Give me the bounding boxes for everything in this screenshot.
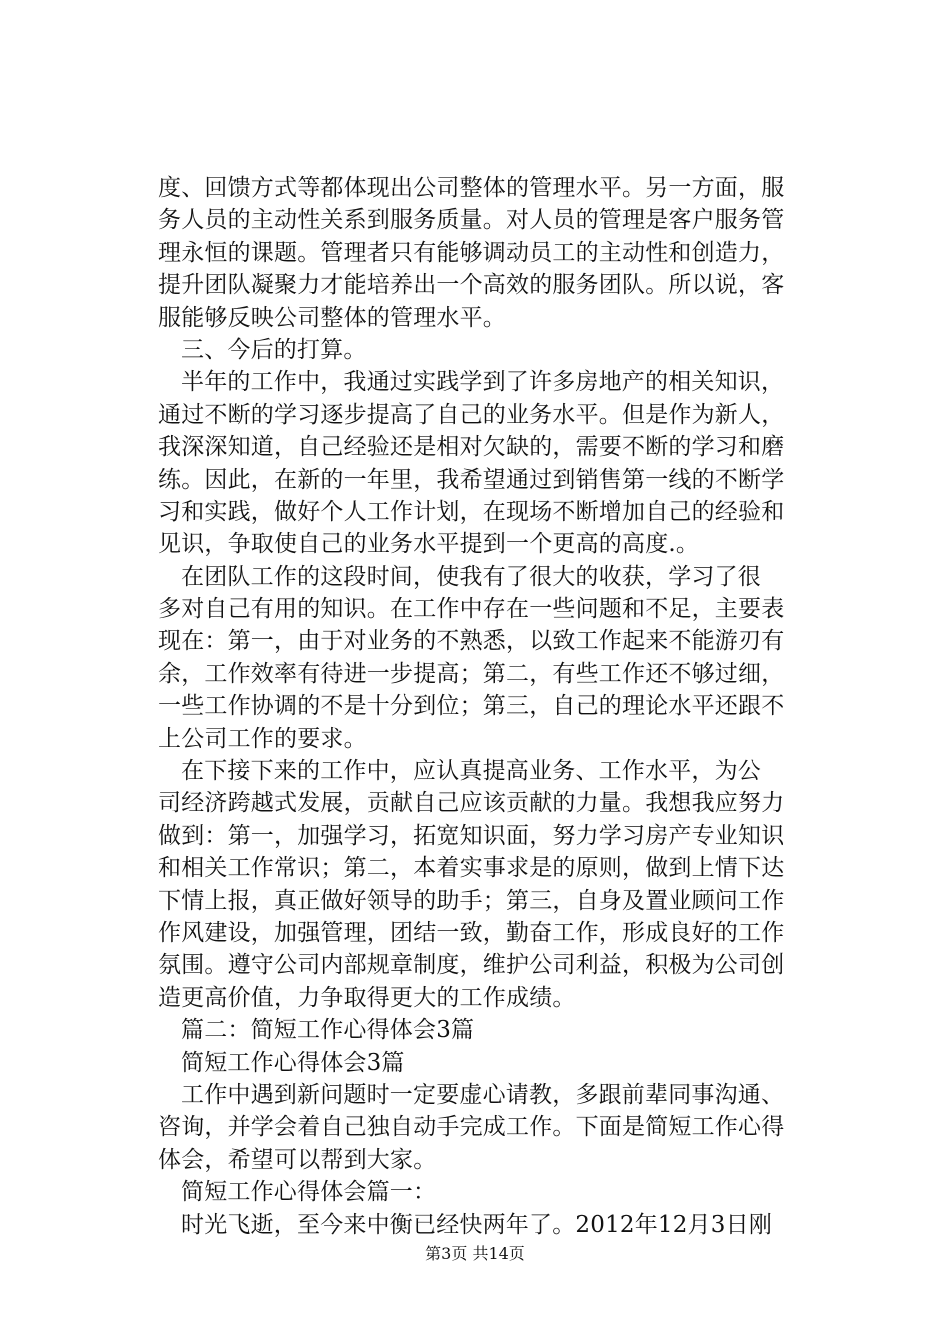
text-line: 现在：第一，由于对业务的不熟悉，以致工作起来不能游刃有 bbox=[158, 628, 785, 655]
text-line: 我深深知道，自己经验还是相对欠缺的，需要不断的学习和磨 bbox=[158, 434, 785, 461]
text-line: 提升团队凝聚力才能培养出一个高效的服务团队。所以说，客 bbox=[158, 272, 785, 299]
text-line: 司经济跨越式发展，贡献自己应该贡献的力量。我想我应努力 bbox=[158, 790, 785, 817]
text-line: 下情上报，真正做好领导的助手；第三，自身及置业顾问工作 bbox=[158, 887, 785, 914]
text-line: 做到：第一，加强学习，拓宽知识面，努力学习房产专业知识 bbox=[158, 822, 785, 849]
text-line: 多对自己有用的知识。在工作中存在一些问题和不足，主要表 bbox=[158, 596, 785, 623]
page-footer: 第3页 共14页 bbox=[425, 1244, 525, 1263]
text-line: 工作中遇到新问题时一定要虚心请教，多跟前辈同事沟通、 bbox=[181, 1081, 785, 1108]
text-line: 时光飞逝，至今来中衡已经快两年了。2012年12月3日刚 bbox=[181, 1211, 773, 1238]
text-line: 咨询，并学会着自己独自动手完成工作。下面是简短工作心得 bbox=[158, 1114, 785, 1141]
section-heading: 三、今后的打算。 bbox=[181, 336, 367, 363]
text-line: 通过不断的学习逐步提高了自己的业务水平。但是作为新人， bbox=[158, 401, 785, 428]
text-line: 见识，争取使自己的业务水平提到一个更高的高度.。 bbox=[158, 531, 700, 558]
body-text bbox=[158, 172, 838, 1241]
section-heading: 篇二：简短工作心得体会3篇 bbox=[181, 1017, 475, 1044]
text-line: 造更高价值，力争取得更大的工作成绩。 bbox=[158, 984, 576, 1011]
text-line: 在团队工作的这段时间，使我有了很大的收获，学习了很 bbox=[181, 563, 761, 590]
text-line: 在下接下来的工作中，应认真提高业务、工作水平，为公 bbox=[181, 758, 761, 785]
text-line: 氛围。遵守公司内部规章制度，维护公司利益，积极为公司创 bbox=[158, 952, 785, 979]
text-line: 半年的工作中，我通过实践学到了许多房地产的相关知识， bbox=[181, 369, 785, 396]
text-line: 上公司工作的要求。 bbox=[158, 725, 367, 752]
text-line: 服能够反映公司整体的管理水平。 bbox=[158, 304, 506, 331]
text-line: 理永恒的课题。管理者只有能够调动员工的主动性和创造力， bbox=[158, 239, 785, 266]
article-title: 简短工作心得体会3篇 bbox=[181, 1049, 405, 1076]
text-line: 体会，希望可以帮到大家。 bbox=[158, 1146, 437, 1173]
section-heading: 简短工作心得体会篇一： bbox=[181, 1179, 437, 1206]
text-line: 度、回馈方式等都体现出公司整体的管理水平。另一方面，服 bbox=[158, 175, 785, 201]
text-line: 余，工作效率有待进一步提高；第二，有些工作还不够过细， bbox=[158, 660, 785, 687]
text-line: 习和实践，做好个人工作计划，在现场不断增加自己的经验和 bbox=[158, 498, 785, 525]
text-line: 作风建设，加强管理，团结一致，勤奋工作，形成良好的工作 bbox=[158, 919, 785, 946]
text-line: 和相关工作常识；第二，本着实事求是的原则，做到上情下达 bbox=[158, 855, 785, 882]
text-line: 练。因此，在新的一年里，我希望通过到销售第一线的不断学 bbox=[158, 466, 785, 493]
text-line: 务人员的主动性关系到服务质量。对人员的管理是客户服务管 bbox=[158, 207, 785, 234]
text-line: 一些工作协调的不是十分到位；第三，自己的理论水平还跟不 bbox=[158, 693, 785, 720]
